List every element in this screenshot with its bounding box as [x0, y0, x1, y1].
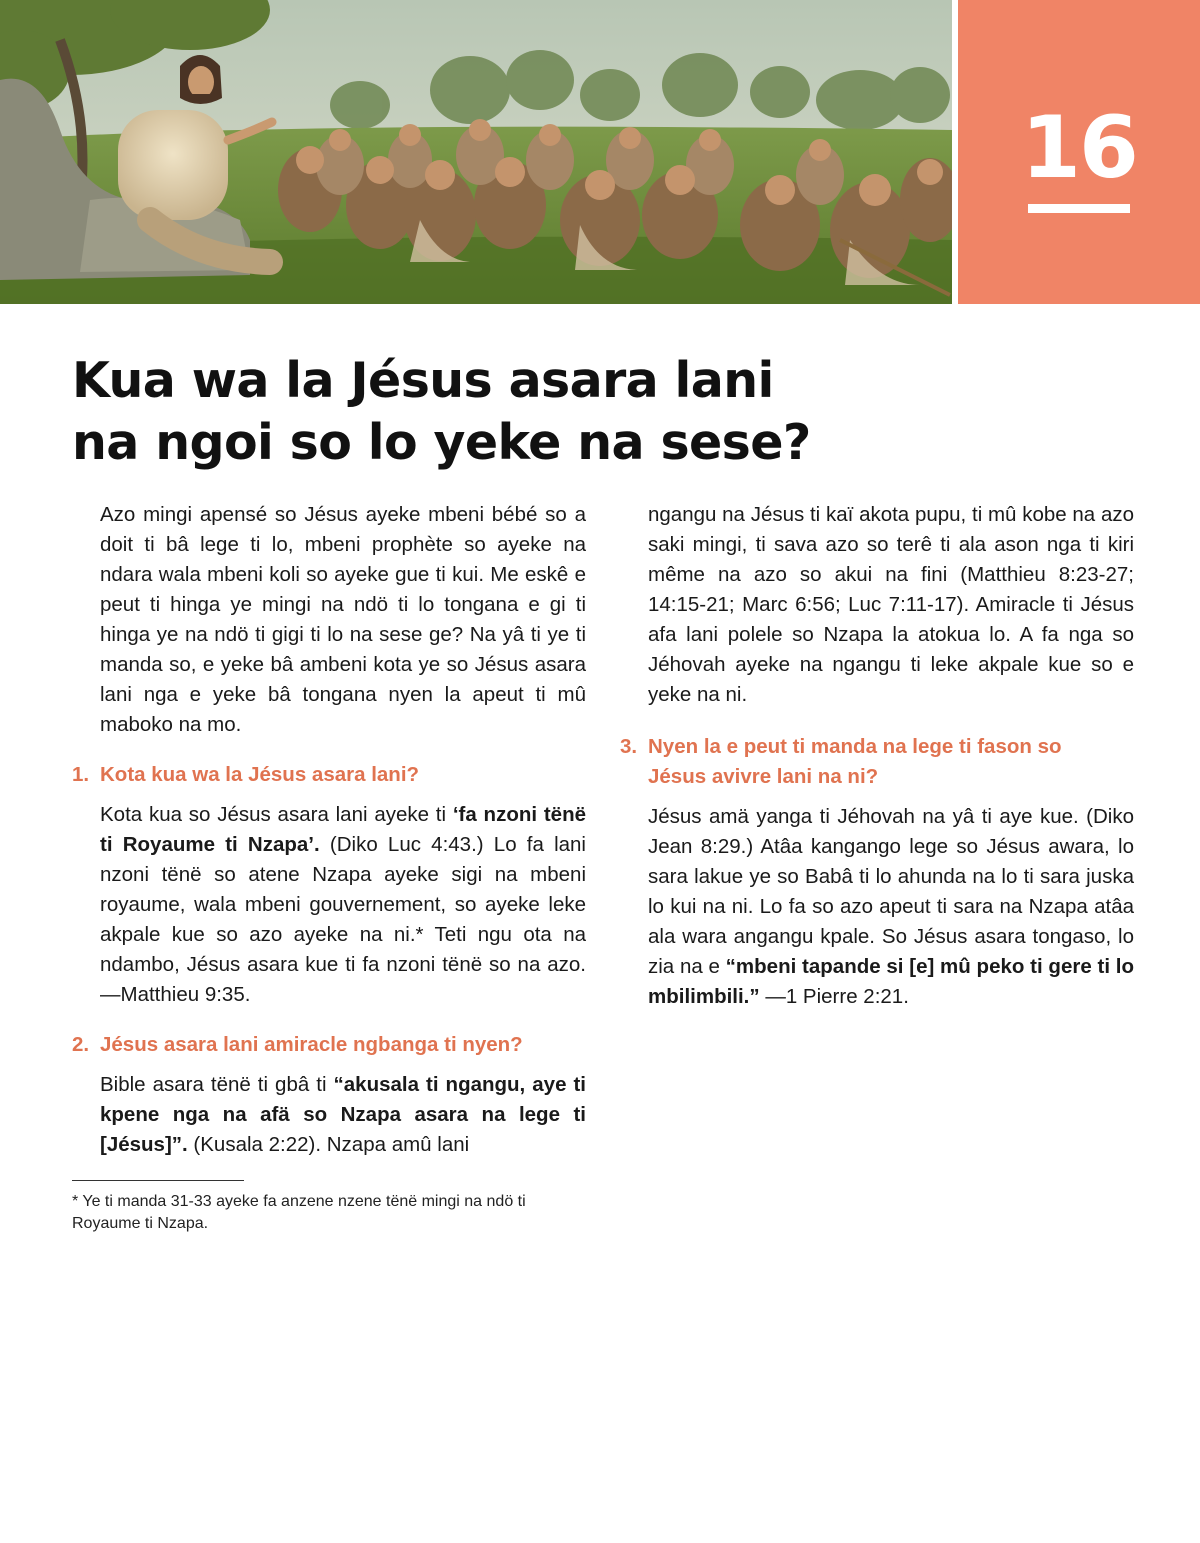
answer-1-text-start: Kota kua so Jésus asara lani ayeke ti — [100, 803, 453, 826]
answer-3-paragraph — [620, 802, 1134, 1012]
answer-3-text-end: —1 Pierre 2:21. — [759, 985, 909, 1008]
question-3-number: 3. — [620, 735, 638, 758]
question-1-text: Kota kua wa la Jésus asara lani? — [100, 763, 420, 786]
answer-2-paragraph — [72, 1070, 586, 1160]
lesson-number-box — [958, 0, 1200, 304]
answer-1-paragraph — [72, 800, 586, 1010]
answer-3-bold-quote: “mbeni tapande si [e] mû peko ti gere ti lo mbilimbili.” — [648, 955, 1134, 1008]
intro-paragraph: Azo mingi apensé so Jésus ayeke mbeni bébé so a doit ti bâ lege ti lo, mbeni prophète so ayeke na ndara wala mbeni koli so ayeke gue ti kui. Me eskê e peut ti hinga ye mingi na ndö ti lo tongana e gi ti hinga ye na ndö ti gigi ti lo na sese ge? Na yâ ti ye ti manda so, e yeke bâ ambeni kota ye so Jésus asara lani nga e yeke bâ tongana nyen la apeut ti mû maboko na mo. — [100, 503, 586, 736]
answer-2-bold-quote: “akusala ti ngangu, aye ti kpene nga na afä so Nzapa asara na lege ti [Jésus]”. — [100, 1073, 586, 1156]
answer-1-bold-quote: ‘fa nzoni tënë ti Royaume ti Nzapa’. — [100, 803, 586, 856]
question-3 — [620, 732, 1134, 792]
answer-1-text-end: (Diko Luc 4:43.) Lo fa lani nzoni tënë so atene Nzapa ayeke sigi na mbeni royaume, wala mbeni gouvernement, so ayeke leke akpale kue so azo ayeke na ni.* Teti ngu ota na ndambo, Jésus asara kue ti fa nzoni tënë so na azo.—Matthieu 9:35. — [100, 833, 586, 1006]
footnote-divider — [72, 1180, 244, 1181]
page-title-line-1: Kua wa la Jésus asara lani — [72, 352, 774, 409]
answer-2-text-start: Bible asara tënë ti gbâ ti — [100, 1073, 334, 1096]
answer-2-continuation: ngangu na Jésus ti kaï akota pupu, ti mû kobe na azo saki mingi, ti sava azo so terê ti ala ason nga ti kiri même na azo so akui na fini (Matthieu 8:23-27; 14:15-21; Marc 6:56; Luc 7:11-17). Amiracle ti Jésus afa lani polele so Nzapa la atokua lo. A fa nga so Jéhovah ayeke na ngangu ti leke akpale kue so e yeke na ni. — [648, 503, 1134, 706]
lesson-number-underline — [1028, 204, 1130, 213]
question-2-number: 2. — [72, 1033, 90, 1056]
question-2 — [72, 1030, 586, 1060]
left-column — [72, 500, 586, 1235]
answer-2-text-end: (Kusala 2:22). Nzapa amû lani — [187, 1133, 470, 1156]
question-1-number: 1. — [72, 763, 90, 786]
answer-3-text-start: Jésus amä yanga ti Jéhovah na yâ ti aye kue. (Diko Jean 8:29.) Atâa kangango lege so Jésus awara, lo sara lakue ye so Babâ ti lo ahunda na lo ti sara juska lo kui na ni. Lo fa so azo apeut ti sara na Nzapa atâa ala wara angangu kpale. So Jésus asara tongaso, lo zia na e — [648, 805, 1134, 978]
question-3-text-line-1: Nyen la e peut ti manda na lege ti fason so — [648, 735, 1062, 758]
lesson-number: 16 — [1021, 98, 1137, 198]
page-title-line-2: na ngoi so lo yeke na sese? — [72, 414, 811, 471]
right-column — [620, 500, 1134, 1012]
header-banner — [0, 0, 1200, 304]
footnote: * Ye ti manda 31-33 ayeke fa anzene nzene tënë mingi na ndö ti Royaume ti Nzapa. — [72, 1193, 526, 1232]
page-title — [72, 350, 872, 474]
illustration-jesus-teaching-crowd — [0, 0, 952, 304]
question-3-text-line-2: Jésus avivre lani na ni? — [648, 765, 879, 788]
question-2-text: Jésus asara lani amiracle ngbanga ti nyen? — [100, 1033, 523, 1056]
question-1 — [72, 760, 586, 790]
